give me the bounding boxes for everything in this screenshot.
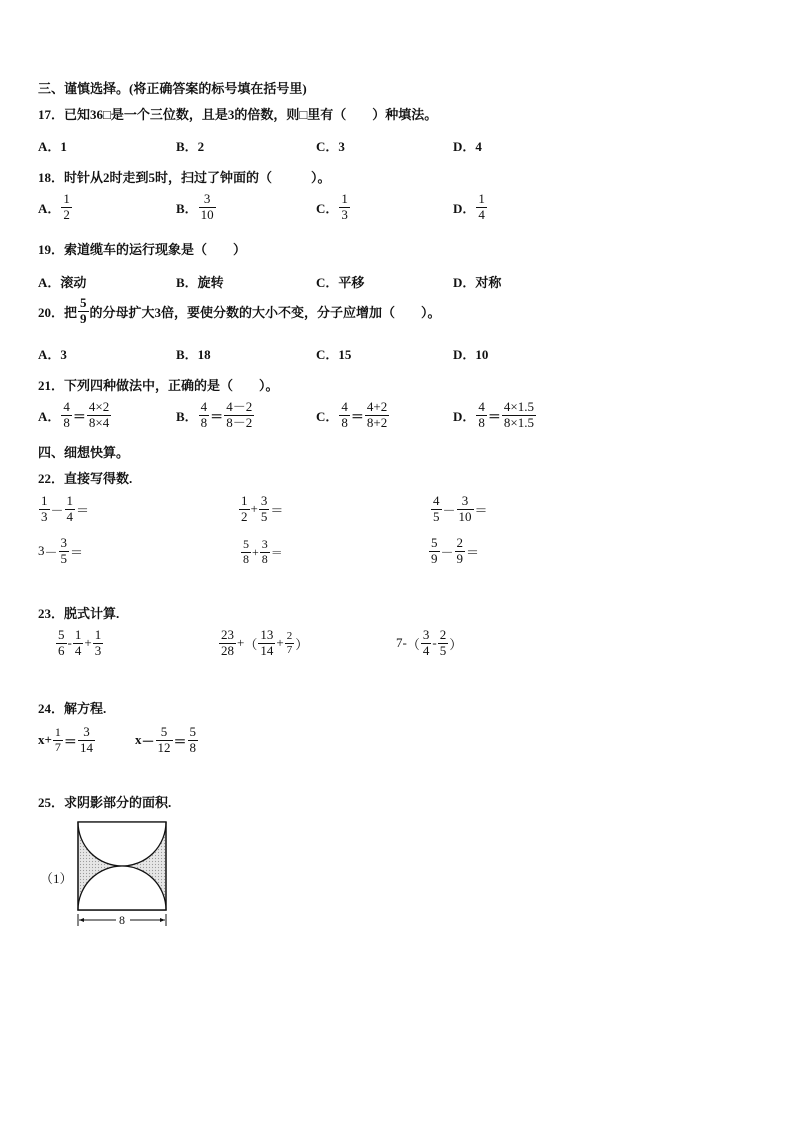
q19-option-a: A．滚动 bbox=[38, 275, 87, 290]
q18-stem: 18．时针从2时走到5时，扫过了钟面的（ ）。 bbox=[38, 170, 331, 185]
q22-row2-col2: $\frac{5}{8}$ + $\frac{3}{8}$ ＝ bbox=[243, 537, 283, 566]
q17-option-c: C．3 bbox=[316, 139, 345, 154]
q20-option-c: C．15 bbox=[316, 347, 352, 362]
q18-option-d bbox=[453, 192, 488, 223]
fraction: $\frac{4}{8}$ bbox=[341, 399, 348, 430]
q24-equation-1: x + $\frac{1}{7}$ ＝ $\frac{3}{14}$ bbox=[38, 724, 93, 755]
q23-expr-1: $\frac{5}{6}$ - $\frac{1}{4}$ + $\frac{1}{3}$ bbox=[58, 627, 102, 658]
q24-stem: 24．解方程. bbox=[38, 701, 107, 716]
q22-row1-col1: $\frac{1}{3}$ － $\frac{1}{4}$ ＝ bbox=[41, 493, 90, 524]
q17-option-a: A．1 bbox=[38, 139, 67, 154]
section-4-title: 四、细想快算。 bbox=[38, 445, 130, 460]
fraction: $\frac{4}{8}$ bbox=[63, 399, 70, 430]
fraction: $\frac{1}{4}$ bbox=[478, 191, 485, 222]
q25-stem: 25．求阴影部分的面积. bbox=[38, 795, 172, 810]
fraction: $\frac{5}{9}$ bbox=[80, 295, 87, 326]
q22-stem: 22．直接写得数. bbox=[38, 471, 133, 486]
fraction: $\frac{4}{8}$ bbox=[200, 399, 208, 430]
q21-option-c: C． $\frac{4}{8}$ ＝ $\frac{4+2}{8+2}$ bbox=[316, 399, 388, 430]
fraction: $\frac{4\times 1.5}{8\times 1.5}$ bbox=[503, 399, 534, 430]
q19-stem: 19．索道缆车的运行现象是（ ） bbox=[38, 242, 247, 257]
fraction: $\frac{4\times 2}{8\times 4}$ bbox=[88, 399, 110, 430]
q18-option-b bbox=[176, 192, 217, 223]
q21-option-b: B． $\frac{4}{8}$ ＝ $\frac{4-2}{8-2}$ bbox=[176, 399, 253, 430]
q20-option-d: D．10 bbox=[453, 347, 489, 362]
q18-option-c bbox=[316, 192, 351, 223]
q23-expr-2: $\frac{23}{28}$ + （ $\frac{13}{14}$ + $\frac{2}{7}$ ） bbox=[221, 627, 309, 658]
fraction: $\frac{4-2}{8-2}$ bbox=[226, 399, 253, 430]
q22-row2-col1: 3 － $\frac{3}{5}$ ＝ bbox=[38, 535, 84, 566]
q25-figure-label: （1） bbox=[40, 871, 73, 886]
fraction: $\frac{4}{8}$ bbox=[478, 399, 485, 430]
q20-option-a: A．3 bbox=[38, 347, 67, 362]
q22-row2-col3: $\frac{5}{9}$ － $\frac{2}{9}$ ＝ bbox=[431, 535, 480, 566]
fraction: $\frac{3}{10}$ bbox=[200, 191, 214, 222]
q17-option-b: B．2 bbox=[176, 139, 205, 154]
option-letter: D． bbox=[453, 200, 476, 216]
q23-stem: 23．脱式计算. bbox=[38, 606, 120, 621]
option-letter: B． bbox=[176, 200, 198, 216]
fraction: $\frac{4+2}{8+2}$ bbox=[366, 399, 388, 430]
q21-option-a: A． $\frac{4}{8}$ ＝ $\frac{4\times 2}{8\times 4}$ bbox=[38, 399, 110, 430]
dimension-label: 8 bbox=[119, 913, 125, 927]
q20-stem: 20．把 $\frac{5}{9}$ 的分母扩大3倍，要使分数的大小不变，分子应增加（ ）。 bbox=[38, 295, 441, 326]
q23-expr-3: 7- （ $\frac{3}{4}$ - $\frac{2}{5}$ ） bbox=[396, 627, 463, 658]
q19-option-b: B．旋转 bbox=[176, 275, 224, 290]
q21-option-d: D． $\frac{4}{8}$ ＝ $\frac{4\times 1.5}{8\times 1.5}$ bbox=[453, 399, 534, 430]
fraction: $\frac{1}{3}$ bbox=[341, 191, 348, 222]
q20-option-b: B．18 bbox=[176, 347, 211, 362]
q22-row1-col2: $\frac{1}{2}$ + $\frac{3}{5}$ ＝ bbox=[241, 493, 284, 524]
section-3-title: 三、谨慎选择。(将正确答案的标号填在括号里) bbox=[38, 81, 307, 96]
q17-stem: 17．已知36□是一个三位数，且是3的倍数，则□里有（ ）种填法。 bbox=[38, 107, 438, 122]
q24-equation-2: x － $\frac{5}{12}$ ＝ $\frac{5}{8}$ bbox=[135, 724, 197, 755]
q19-option-c: C．平移 bbox=[316, 275, 365, 290]
q21-stem: 21．下列四种做法中，正确的是（ ）。 bbox=[38, 378, 279, 393]
option-letter: A． bbox=[38, 200, 61, 216]
option-letter: C． bbox=[316, 200, 339, 216]
q18-option-a bbox=[38, 192, 73, 223]
q22-row1-col3: $\frac{4}{5}$ － $\frac{3}{10}$ ＝ bbox=[433, 493, 488, 524]
shaded-area-figure bbox=[70, 818, 180, 930]
q17-option-d: D．4 bbox=[453, 139, 482, 154]
q19-option-d: D．对称 bbox=[453, 275, 502, 290]
fraction: $\frac{1}{2}$ bbox=[63, 191, 70, 222]
